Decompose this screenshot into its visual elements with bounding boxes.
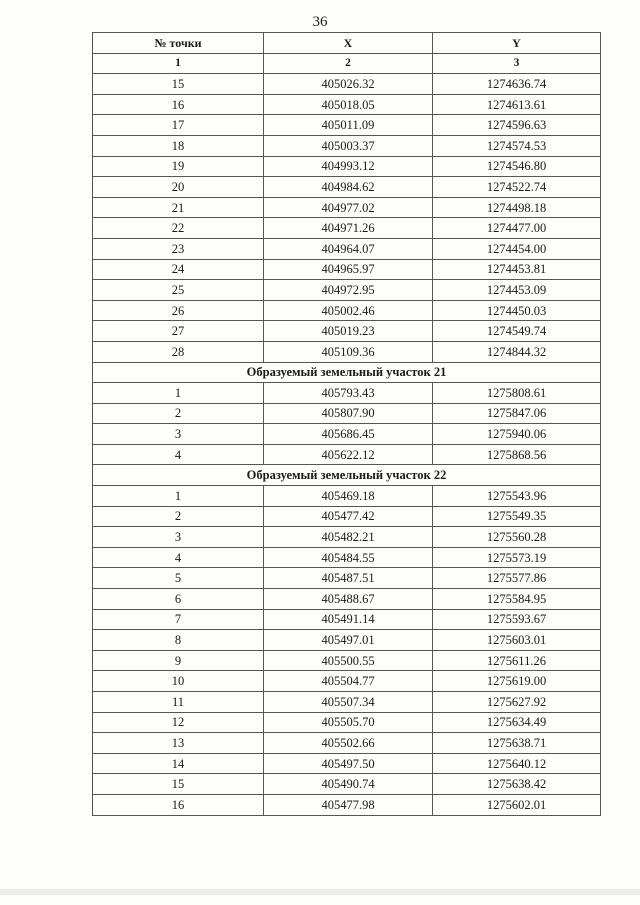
table-row: [93, 238, 601, 259]
point-number-cell: 1: [93, 486, 264, 507]
y-coordinate-cell: 1275619.00: [433, 671, 601, 692]
table-row: [93, 74, 601, 95]
x-coordinate-cell: 405477.98: [264, 794, 433, 815]
point-number-cell: 9: [93, 650, 264, 671]
y-coordinate-cell: 1274546.80: [433, 156, 601, 177]
column-number-row: [93, 53, 601, 74]
y-coordinate-cell: 1275573.19: [433, 547, 601, 568]
y-coordinate-cell: 1274844.32: [433, 341, 601, 362]
y-coordinate-cell: 1275847.06: [433, 403, 601, 424]
table-row: [93, 218, 601, 239]
x-coordinate-cell: 404965.97: [264, 259, 433, 280]
page-number: 36: [312, 14, 328, 30]
table-row: [93, 753, 601, 774]
point-number-cell: 4: [93, 547, 264, 568]
x-coordinate-cell: 405018.05: [264, 94, 433, 115]
x-coordinate-cell: 405504.77: [264, 671, 433, 692]
x-coordinate-cell: 405482.21: [264, 527, 433, 548]
x-coordinate-cell: 405019.23: [264, 321, 433, 342]
point-number-cell: 18: [93, 135, 264, 156]
x-coordinate-cell: 405622.12: [264, 444, 433, 465]
table-row: [93, 383, 601, 404]
x-coordinate-cell: 405507.34: [264, 692, 433, 713]
column-number-2: 2: [264, 53, 433, 74]
x-coordinate-cell: 404984.62: [264, 177, 433, 198]
point-number-cell: 15: [93, 74, 264, 95]
y-coordinate-cell: 1274453.81: [433, 259, 601, 280]
point-number-cell: 13: [93, 733, 264, 754]
y-coordinate-cell: 1274454.00: [433, 238, 601, 259]
point-number-cell: 22: [93, 218, 264, 239]
x-coordinate-cell: 404977.02: [264, 197, 433, 218]
table-row: [93, 774, 601, 795]
point-number-cell: 7: [93, 609, 264, 630]
column-number-1: 1: [93, 53, 264, 74]
table-row: [93, 444, 601, 465]
point-number-cell: 14: [93, 753, 264, 774]
point-number-cell: 19: [93, 156, 264, 177]
y-coordinate-cell: 1275634.49: [433, 712, 601, 733]
point-number-cell: 11: [93, 692, 264, 713]
y-coordinate-cell: 1275603.01: [433, 630, 601, 651]
point-number-cell: 4: [93, 444, 264, 465]
point-number-cell: 27: [93, 321, 264, 342]
x-coordinate-cell: 405477.42: [264, 506, 433, 527]
coordinates-table: [92, 32, 601, 816]
x-coordinate-cell: 405002.46: [264, 300, 433, 321]
x-coordinate-cell: 405497.01: [264, 630, 433, 651]
table-row: [93, 321, 601, 342]
x-coordinate-cell: 405491.14: [264, 609, 433, 630]
table-row: [93, 156, 601, 177]
point-number-cell: 2: [93, 403, 264, 424]
scan-edge: [0, 889, 640, 895]
point-number-cell: 5: [93, 568, 264, 589]
section-title: Образуемый земельный участок 21: [93, 362, 601, 383]
table-row: [93, 403, 601, 424]
point-number-cell: 2: [93, 506, 264, 527]
point-number-cell: 17: [93, 115, 264, 136]
y-coordinate-cell: 1274636.74: [433, 74, 601, 95]
table-row: [93, 547, 601, 568]
y-coordinate-cell: 1275611.26: [433, 650, 601, 671]
table-row: [93, 94, 601, 115]
table-row: [93, 630, 601, 651]
point-number-cell: 21: [93, 197, 264, 218]
x-coordinate-cell: 405109.36: [264, 341, 433, 362]
x-coordinate-cell: 405490.74: [264, 774, 433, 795]
table-row: [93, 733, 601, 754]
y-coordinate-cell: 1275640.12: [433, 753, 601, 774]
y-coordinate-cell: 1274549.74: [433, 321, 601, 342]
table-row: [93, 115, 601, 136]
table-row: [93, 794, 601, 815]
table-row: [93, 568, 601, 589]
x-coordinate-cell: 405003.37: [264, 135, 433, 156]
x-coordinate-cell: 404993.12: [264, 156, 433, 177]
x-coordinate-cell: 405793.43: [264, 383, 433, 404]
point-number-cell: 23: [93, 238, 264, 259]
y-coordinate-cell: 1274574.53: [433, 135, 601, 156]
y-coordinate-cell: 1274596.63: [433, 115, 601, 136]
x-coordinate-cell: 405502.66: [264, 733, 433, 754]
table-body: [93, 74, 601, 815]
point-number-cell: 16: [93, 794, 264, 815]
x-coordinate-cell: 405469.18: [264, 486, 433, 507]
x-coordinate-cell: 405487.51: [264, 568, 433, 589]
table-row: [93, 650, 601, 671]
y-coordinate-cell: 1275940.06: [433, 424, 601, 445]
x-coordinate-cell: 405488.67: [264, 589, 433, 610]
y-coordinate-cell: 1275560.28: [433, 527, 601, 548]
table-row: [93, 527, 601, 548]
x-coordinate-cell: 405686.45: [264, 424, 433, 445]
y-coordinate-cell: 1275638.71: [433, 733, 601, 754]
table-row: [93, 280, 601, 301]
x-coordinate-cell: 405807.90: [264, 403, 433, 424]
column-number-3: 3: [433, 53, 601, 74]
y-coordinate-cell: 1274613.61: [433, 94, 601, 115]
point-number-cell: 20: [93, 177, 264, 198]
table-row: [93, 692, 601, 713]
point-number-cell: 10: [93, 671, 264, 692]
table-row: [93, 506, 601, 527]
section-title-row: [93, 362, 601, 383]
point-number-cell: 12: [93, 712, 264, 733]
point-number-cell: 16: [93, 94, 264, 115]
point-number-cell: 28: [93, 341, 264, 362]
x-coordinate-cell: 405026.32: [264, 74, 433, 95]
point-number-cell: 8: [93, 630, 264, 651]
y-coordinate-cell: 1274450.03: [433, 300, 601, 321]
y-coordinate-cell: 1274453.09: [433, 280, 601, 301]
y-coordinate-cell: 1275593.67: [433, 609, 601, 630]
table-row: [93, 197, 601, 218]
point-number-cell: 6: [93, 589, 264, 610]
table-row: [93, 671, 601, 692]
table-row: [93, 424, 601, 445]
point-number-cell: 1: [93, 383, 264, 404]
header-x: X: [264, 33, 433, 54]
x-coordinate-cell: 404972.95: [264, 280, 433, 301]
table-header-row: [93, 33, 601, 54]
table-row: [93, 341, 601, 362]
section-title-row: [93, 465, 601, 486]
point-number-cell: 3: [93, 424, 264, 445]
table-row: [93, 259, 601, 280]
header-point-number: № точки: [93, 33, 264, 54]
header-y: Y: [433, 33, 601, 54]
point-number-cell: 15: [93, 774, 264, 795]
table-row: [93, 135, 601, 156]
y-coordinate-cell: 1274522.74: [433, 177, 601, 198]
x-coordinate-cell: 405497.50: [264, 753, 433, 774]
y-coordinate-cell: 1275602.01: [433, 794, 601, 815]
x-coordinate-cell: 405011.09: [264, 115, 433, 136]
y-coordinate-cell: 1275808.61: [433, 383, 601, 404]
point-number-cell: 25: [93, 280, 264, 301]
y-coordinate-cell: 1274498.18: [433, 197, 601, 218]
point-number-cell: 26: [93, 300, 264, 321]
table-row: [93, 589, 601, 610]
x-coordinate-cell: 404964.07: [264, 238, 433, 259]
x-coordinate-cell: 405484.55: [264, 547, 433, 568]
table-row: [93, 609, 601, 630]
table-row: [93, 177, 601, 198]
table-row: [93, 300, 601, 321]
x-coordinate-cell: 405500.55: [264, 650, 433, 671]
section-title: Образуемый земельный участок 22: [93, 465, 601, 486]
y-coordinate-cell: 1275638.42: [433, 774, 601, 795]
point-number-cell: 3: [93, 527, 264, 548]
y-coordinate-cell: 1275868.56: [433, 444, 601, 465]
x-coordinate-cell: 405505.70: [264, 712, 433, 733]
y-coordinate-cell: 1274477.00: [433, 218, 601, 239]
y-coordinate-cell: 1275577.86: [433, 568, 601, 589]
point-number-cell: 24: [93, 259, 264, 280]
y-coordinate-cell: 1275543.96: [433, 486, 601, 507]
y-coordinate-cell: 1275584.95: [433, 589, 601, 610]
y-coordinate-cell: 1275549.35: [433, 506, 601, 527]
table-row: [93, 486, 601, 507]
y-coordinate-cell: 1275627.92: [433, 692, 601, 713]
table-row: [93, 712, 601, 733]
x-coordinate-cell: 404971.26: [264, 218, 433, 239]
